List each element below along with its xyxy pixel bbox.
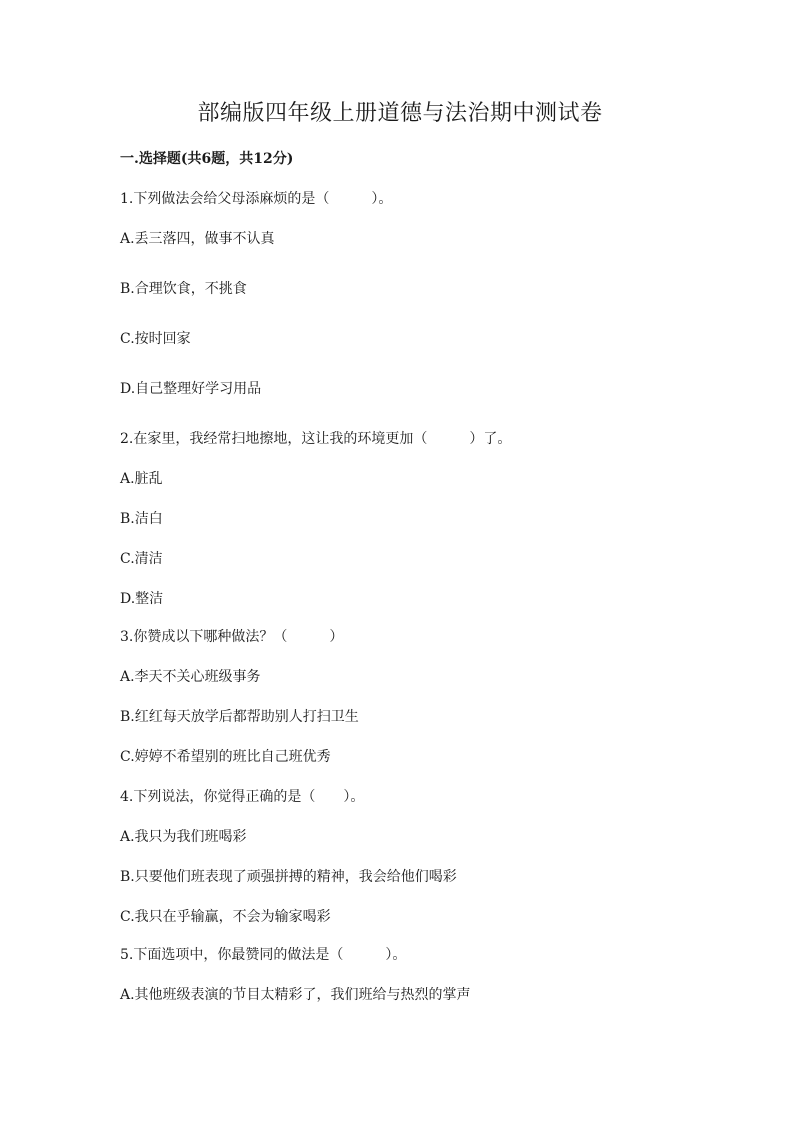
answer-option: A.脏乱 <box>120 471 163 487</box>
answer-option: C.按时回家 <box>120 331 191 347</box>
answer-option: A.丢三落四，做事不认真 <box>120 231 275 247</box>
answer-option: B.洁白 <box>120 511 163 527</box>
answer-option: C.清洁 <box>120 551 163 567</box>
question-stem: 2.在家里，我经常扫地擦地，这让我的环境更加（ ）了。 <box>120 431 512 447</box>
answer-option: A.其他班级表演的节目太精彩了，我们班给与热烈的掌声 <box>120 987 471 1003</box>
question-stem: 3.你赞成以下哪种做法？（ ） <box>120 629 344 645</box>
answer-option: B.只要他们班表现了顽强拼搏的精神，我会给他们喝彩 <box>120 869 457 885</box>
answer-option: C.我只在乎输赢，不会为输家喝彩 <box>120 909 331 925</box>
answer-option: C.婷婷不希望别的班比自己班优秀 <box>120 749 331 765</box>
answer-option: A.我只为我们班喝彩 <box>120 829 247 845</box>
question-stem: 1.下列做法会给父母添麻烦的是（ ）。 <box>120 191 393 207</box>
page-title: 部编版四年级上册道德与法治期中测试卷 <box>197 101 603 126</box>
answer-option: D.整洁 <box>120 591 164 607</box>
answer-option: B.红红每天放学后都帮助别人打扫卫生 <box>120 709 359 725</box>
section-heading: 一.选择题(共6题，共12分) <box>120 151 294 167</box>
question-stem: 5.下面选项中，你最赞同的做法是（ ）。 <box>120 947 407 963</box>
question-stem: 4.下列说法，你觉得正确的是（ ）。 <box>120 789 365 805</box>
answer-option: A.李天不关心班级事务 <box>120 669 261 685</box>
answer-option: B.合理饮食，不挑食 <box>120 281 247 297</box>
answer-option: D.自己整理好学习用品 <box>120 381 262 397</box>
